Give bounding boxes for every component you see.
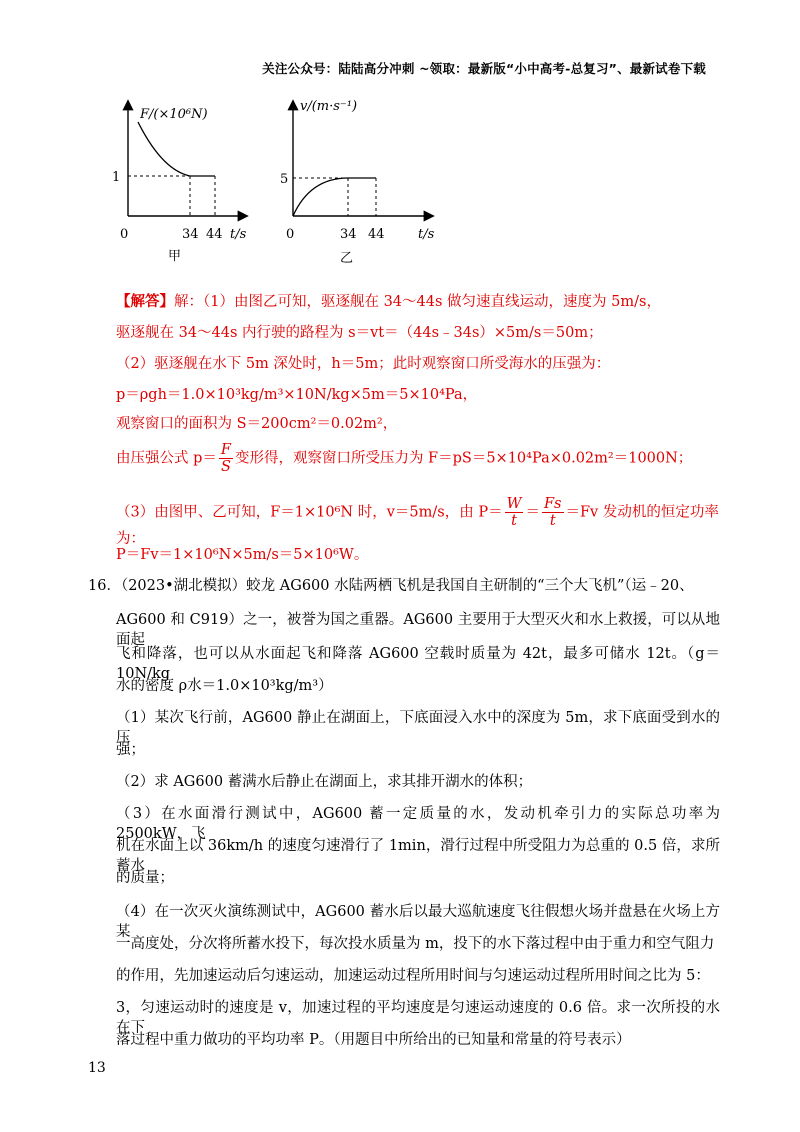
question-line-9: 机在水面上以 36km/h 的速度匀速滑行了 1min，滑行过程中所受阻力为总重的 0.5 倍，求所蓄水: [116, 838, 720, 874]
question-line-4: 水的密度 ρ水＝1.0×10³kg/m³）: [116, 678, 333, 694]
answer-power-line: （3）由图甲、乙可知，F＝1×10⁶N 时，v＝5m/s，由 P＝ $\frac{W}{t}$ ＝ $\frac{Fs}{t}$ ＝Fv 发动机的恒定功率为：: [116, 496, 719, 547]
answer-line-2: 驱逐舰在 34～44s 内行驶的路程为 s＝vt＝（44s﹣34s）×5m/s＝50m；: [116, 325, 603, 341]
graph-yi-caption: 乙: [340, 251, 354, 266]
fraction-fs-over-t: $\frac{Fs}{t}$: [543, 496, 562, 529]
graph-jia-x0: 0: [120, 227, 129, 242]
answer-formula-line: 由压强公式 p＝ $\frac{F}{S}$ 变形得，观察窗口所受压力为 F＝pS＝5×10⁴Pa×0.02m²＝1000N；: [116, 442, 693, 475]
page-header: 关注公众号：陆陆高分冲刺 ~领取：最新版“小中高考-总复习”、最新试卷下载: [262, 61, 706, 76]
fraction-f-over-s: $\frac{F}{S}$: [220, 442, 231, 475]
question-line-14: 3，匀速运动时的速度是 v，加速过程的平均速度是匀速运动速度的 0.6 倍。求一次所投的水在下: [116, 1000, 720, 1036]
question-line-3: 飞和降落，也可以从水面起飞和降落 AG600 空载时质量为 42t，最多可储水 12t。（g＝10N/kg: [116, 646, 720, 682]
answer-line-3: （2）驱逐舰在水下 5m 深处时，h＝5m；此时观察窗口所受海水的压强为：: [116, 356, 611, 372]
answer-tag: 【解答】: [116, 293, 174, 310]
answer-line-5: 观察窗口的面积为 S＝200cm²＝0.02m²，: [116, 416, 398, 432]
fraction-w-over-t: $\frac{W}{t}$: [506, 496, 522, 529]
question-line-11: （4）在一次灭火演练测试中，AG600 蓄水后以最大巡航速度飞往假想火场并盘悬在火场上方某: [116, 904, 720, 940]
graph-yi-x0: 0: [286, 227, 295, 242]
graph-yi-xlabel: t/s: [418, 227, 435, 242]
answer-final-line: P＝Fv＝1×10⁶N×5m/s＝5×10⁶W。: [116, 547, 369, 563]
graph-yi-x44: 44: [368, 227, 385, 242]
force-curve: [138, 122, 190, 176]
question-line-15: 落过程中重力做功的平均功率 P。（用题目中所给出的已知量和常量的符号表示）: [116, 1032, 631, 1048]
graph-jia-ylabel: F/(×10⁶N): [140, 107, 208, 122]
question-line-13: 的作用，先加速运动后匀速运动，加速运动过程所用时间与匀速运动过程所用时间之比为 5：: [116, 968, 710, 984]
graph-yi-x34: 34: [340, 227, 357, 242]
question-line-12: 一高度处，分次将所蓄水投下，每次投水质量为 m，投下的水下落过程中由于重力和空气阻力: [116, 936, 715, 952]
graph-yi: [280, 99, 435, 266]
answer-line-1: 【解答】解：（1）由图乙可知，驱逐舰在 34～44s 做匀速直线运动，速度为 5m/s，: [116, 293, 661, 310]
answer-line-4: p＝ρgh＝1.0×10³kg/m³×10N/kg×5m＝5×10⁴Pa，: [116, 387, 478, 403]
graphs-figure: [100, 88, 460, 270]
question-line-8: （3）在水面滑行测试中，AG600 蓄一定质量的水，发动机牵引力的实际总功率为 2500kW，飞: [116, 806, 720, 842]
graph-jia-x44: 44: [206, 227, 223, 242]
question-line-1: 16．（2023•湖北模拟）蛟龙 AG600 水陆两栖飞机是我国自主研制的“三个大飞机”（运﹣20、: [88, 578, 694, 594]
question-line-2: AG600 和 C919）之一，被誉为国之重器。AG600 主要用于大型灭火和水上救援，可以从地面起: [116, 612, 720, 648]
page-number: 13: [88, 1060, 106, 1076]
graph-jia-ytick: 1: [112, 170, 121, 185]
question-line-6: 强；: [116, 742, 145, 758]
graph-jia-caption: 甲: [168, 249, 182, 264]
question-line-10: 的质量；: [116, 870, 174, 886]
graph-jia-xlabel: t/s: [230, 227, 247, 242]
graph-yi-ylabel: v/(m·s⁻¹): [300, 99, 358, 114]
question-line-5: （1）某次飞行前，AG600 静止在湖面上，下底面浸入水中的深度为 5m，求下底面受到水的压: [116, 710, 720, 746]
graph-yi-ytick: 5: [280, 172, 289, 187]
graph-jia-x34: 34: [182, 227, 199, 242]
graph-jia: [112, 102, 247, 264]
question-line-7: （2）求 AG600 蓄满水后静止在湖面上，求其排开湖水的体积；: [116, 774, 533, 790]
velocity-curve: [293, 178, 348, 216]
